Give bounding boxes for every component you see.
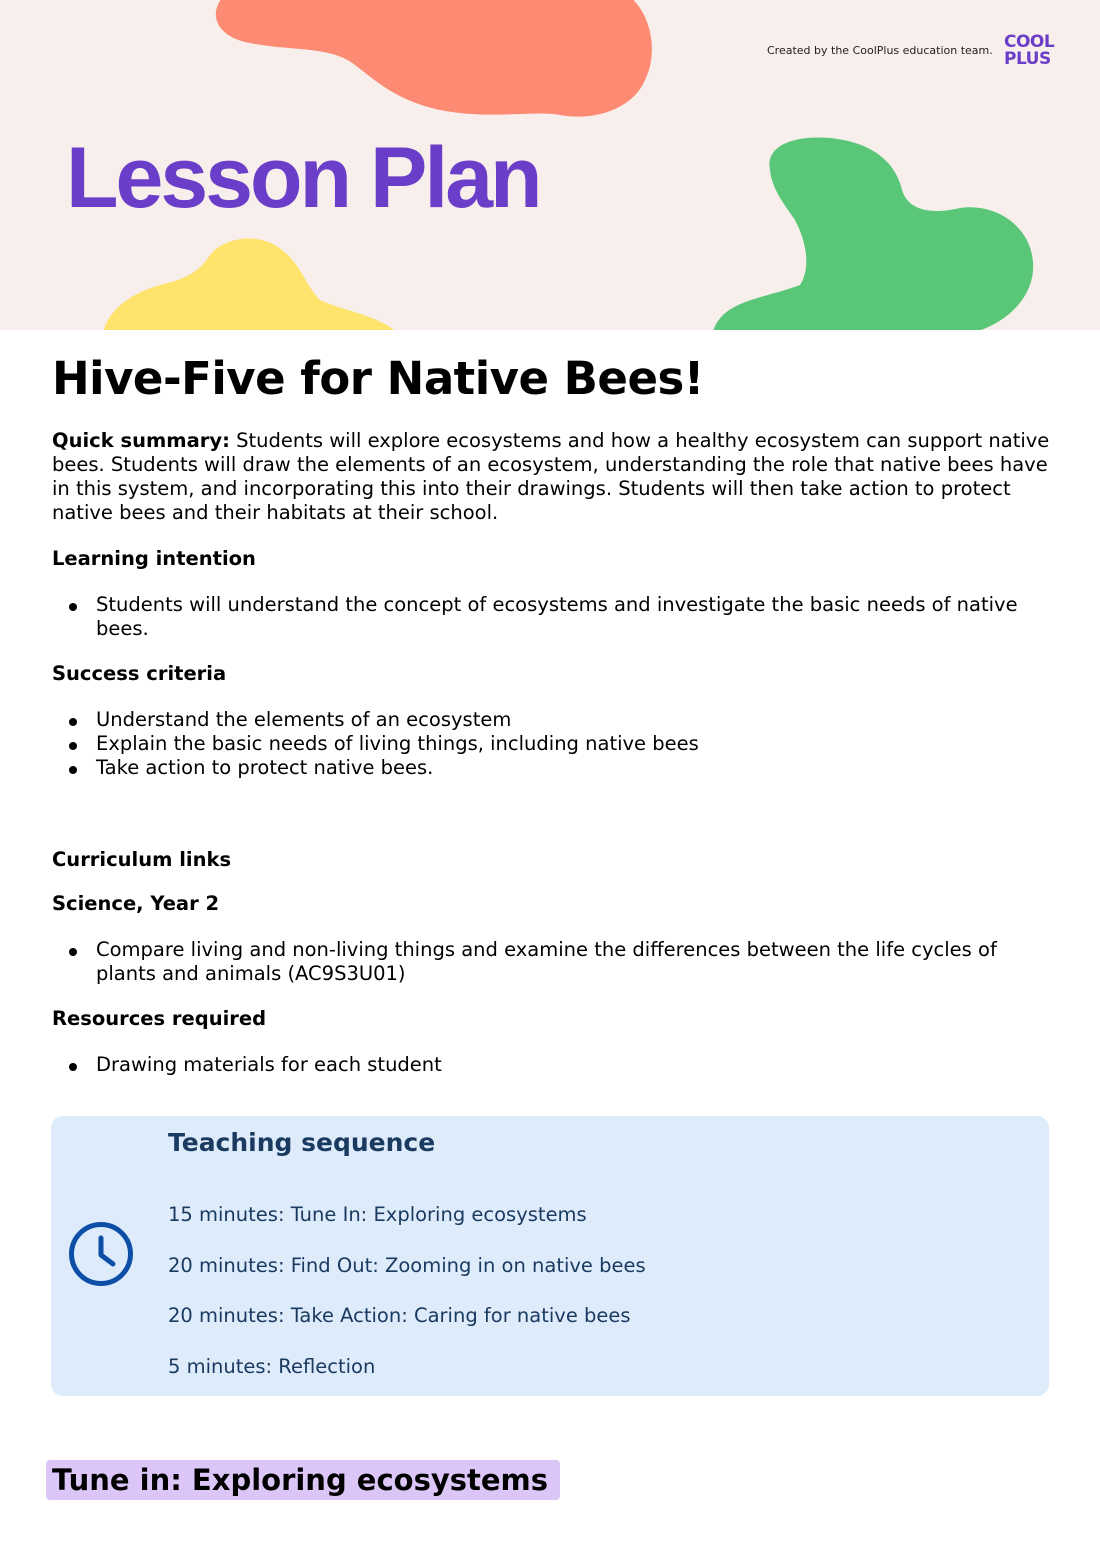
sequence-item: 20 minutes: Find Out: Zooming in on native bees	[168, 1253, 646, 1277]
section-title-tune-in: Tune in: Exploring ecosystems	[46, 1460, 560, 1500]
logo-line-2: PLUS	[1004, 49, 1051, 69]
logo-line-1: COOL	[1004, 32, 1055, 52]
green-blob	[712, 137, 1033, 330]
lesson-content	[52, 346, 1052, 1077]
resources-heading: Resources required	[52, 1007, 267, 1030]
quick-summary	[52, 429, 1052, 525]
yellow-blob	[103, 238, 400, 330]
coral-blob	[216, 0, 652, 117]
learning-intention-list	[52, 593, 1052, 641]
clock-icon	[67, 1220, 135, 1288]
coolplus-logo	[1004, 34, 1068, 68]
list-item: Students will understand the concept of ecosystems and investigate the basic needs of native bees.	[52, 593, 1052, 641]
list-item: Take action to protect native bees.	[52, 756, 1052, 780]
curriculum-list	[52, 938, 1052, 986]
summary-text: Students will explore ecosystems and how a healthy ecosystem can support native bees. Students will draw the elements of an ecosystem, understanding the role that native bees have in this system, and incorporating this into their drawings. Students will then take action to protect native bees and their habitats at their school.	[52, 429, 1050, 524]
sequence-item: 5 minutes: Reflection	[168, 1354, 376, 1378]
list-item: Drawing materials for each student	[52, 1053, 1052, 1077]
success-criteria-list	[52, 708, 1052, 780]
sequence-item: 15 minutes: Tune In: Exploring ecosystems	[168, 1203, 587, 1226]
lesson-title: Hive-Five for Native Bees!	[52, 352, 704, 405]
teaching-sequence-panel	[51, 1116, 1049, 1396]
summary-label: Quick summary:	[52, 429, 230, 452]
list-item: Explain the basic needs of living things, including native bees	[52, 732, 1052, 756]
list-item: Understand the elements of an ecosystem	[52, 708, 1052, 732]
sequence-item: 20 minutes: Take Action: Caring for native bees	[168, 1304, 631, 1327]
page-title: Lesson Plan	[66, 130, 540, 226]
success-criteria-heading: Success criteria	[52, 662, 227, 685]
curriculum-subject: Science, Year 2	[52, 892, 220, 915]
teaching-sequence-heading: Teaching sequence	[168, 1128, 436, 1157]
resources-list	[52, 1053, 1052, 1077]
teaching-sequence-list	[168, 1200, 646, 1402]
credit-text: Created by the CoolPlus education team.	[767, 44, 993, 57]
learning-intention-heading: Learning intention	[52, 547, 256, 570]
header-banner	[0, 0, 1100, 330]
curriculum-links-heading: Curriculum links	[52, 848, 232, 871]
list-item: Compare living and non-living things and examine the differences between the life cycles of plants and animals (AC9S3U01)	[52, 938, 1052, 986]
